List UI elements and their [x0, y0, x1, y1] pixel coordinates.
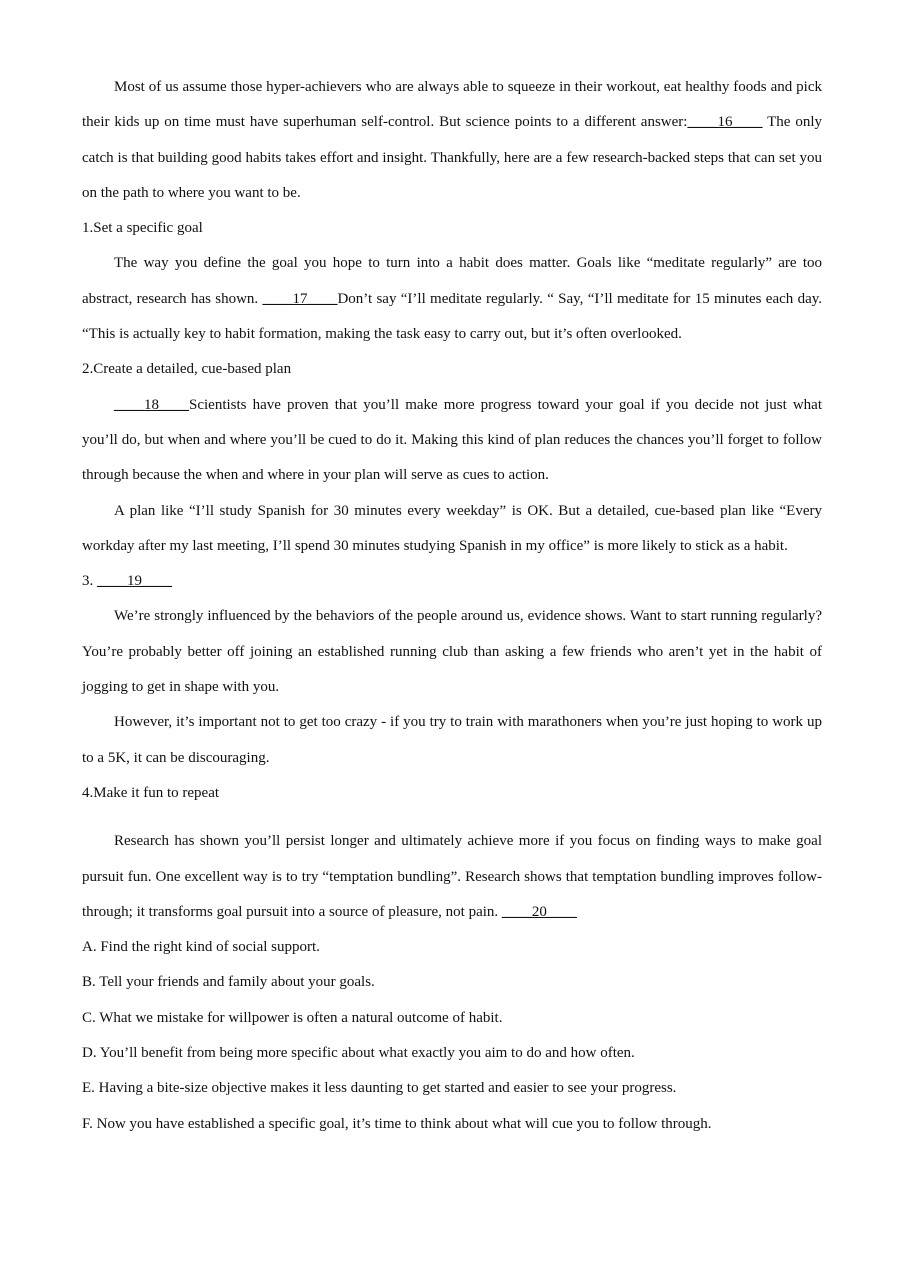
paragraph-fun [82, 824, 822, 930]
paragraph-text: Research has shown you’ll persist longer and ultimately achieve more if you focus on finding ways to make goal pursuit fun. One excellent way is to try “temptation bundling”. Research shows that temptation bundling improves follow-through; it transforms goal pursuit into a source of pleasure, not pain. [82, 833, 822, 920]
option-e: E. Having a bite-size objective makes it less daunting to get started and easier to see your progress. [82, 1080, 677, 1097]
paragraph-specific-goal [82, 246, 822, 352]
option-b: B. Tell your friends and family about your goals. [82, 974, 375, 991]
blank-18: ____18____ [114, 396, 189, 413]
document-page [82, 70, 822, 1142]
paragraph-spanish-example: A plan like “I’ll study Spanish for 30 minutes every weekday” is OK. But a detailed, cue-based plan like “Every workday after my last meeting, I’ll spend 30 minutes studying Spanish in my office” is more likely to stick as a habit. [82, 502, 822, 554]
paragraph-text: Scientists have proven that you’ll make more progress toward your goal if you decide not just what you’ll do, but when and where you’ll be cued to do it. Making this kind of plan reduces the chances you’ll forget to follow through because the when and where in your plan will serve as cues to action. [82, 396, 822, 484]
heading-step-4: 4.Make it fun to repeat [82, 784, 220, 801]
heading-prefix: 3. [82, 573, 97, 590]
heading-step-2: 2.Create a detailed, cue-based plan [82, 361, 292, 378]
paragraph-intro [82, 70, 822, 211]
paragraph-text: The way you define the goal you hope to turn into a habit does matter. Goals like “meditate regularly” are too abstract, research has shown. [82, 255, 822, 307]
spacer [82, 811, 822, 824]
option-c: C. What we mistake for willpower is often a natural outcome of habit. [82, 1009, 503, 1026]
paragraph-marathon: However, it’s important not to get too crazy - if you try to train with marathoners when you’re just hoping to work up to a 5K, it can be discouraging. [82, 714, 822, 766]
blank-19: ____19____ [97, 573, 172, 590]
paragraph-social-influence: We’re strongly influenced by the behaviors of the people around us, evidence shows. Want to start running regularly? You’re probably better off joining an established running club than asking a few friends who aren’t yet in the habit of jogging to get in shape with you. [82, 608, 822, 696]
paragraph-cue-plan [82, 388, 822, 494]
option-a: A. Find the right kind of social support. [82, 939, 320, 956]
option-f: F. Now you have established a specific goal, it’s time to think about what will cue you to follow through. [82, 1115, 712, 1132]
paragraph-text: The only catch is that building good habits takes effort and insight. Thankfully, here are a few research-backed steps that can set you on the path to where you want to be. [82, 114, 823, 201]
heading-step-1: 1.Set a specific goal [82, 220, 203, 237]
blank-17: ____17____ [262, 290, 338, 307]
option-d: D. You’ll benefit from being more specific about what exactly you aim to do and how often. [82, 1045, 635, 1062]
paragraph-text: Most of us assume those hyper-achievers who are always able to squeeze in their workout, eat healthy foods and pick their kids up on time must have superhuman self-control. But science points to a different answer: [82, 79, 822, 131]
paragraph-text: Don’t say “I’ll meditate regularly. “ Say, “I’ll meditate for 15 minutes each day. “This is actually key to habit formation, making the task easy to carry out, but it’s often overlooked. [82, 290, 823, 343]
blank-20: ____20____ [501, 903, 577, 920]
heading-step-3 [82, 564, 822, 599]
blank-16: ____16____ [687, 114, 763, 131]
